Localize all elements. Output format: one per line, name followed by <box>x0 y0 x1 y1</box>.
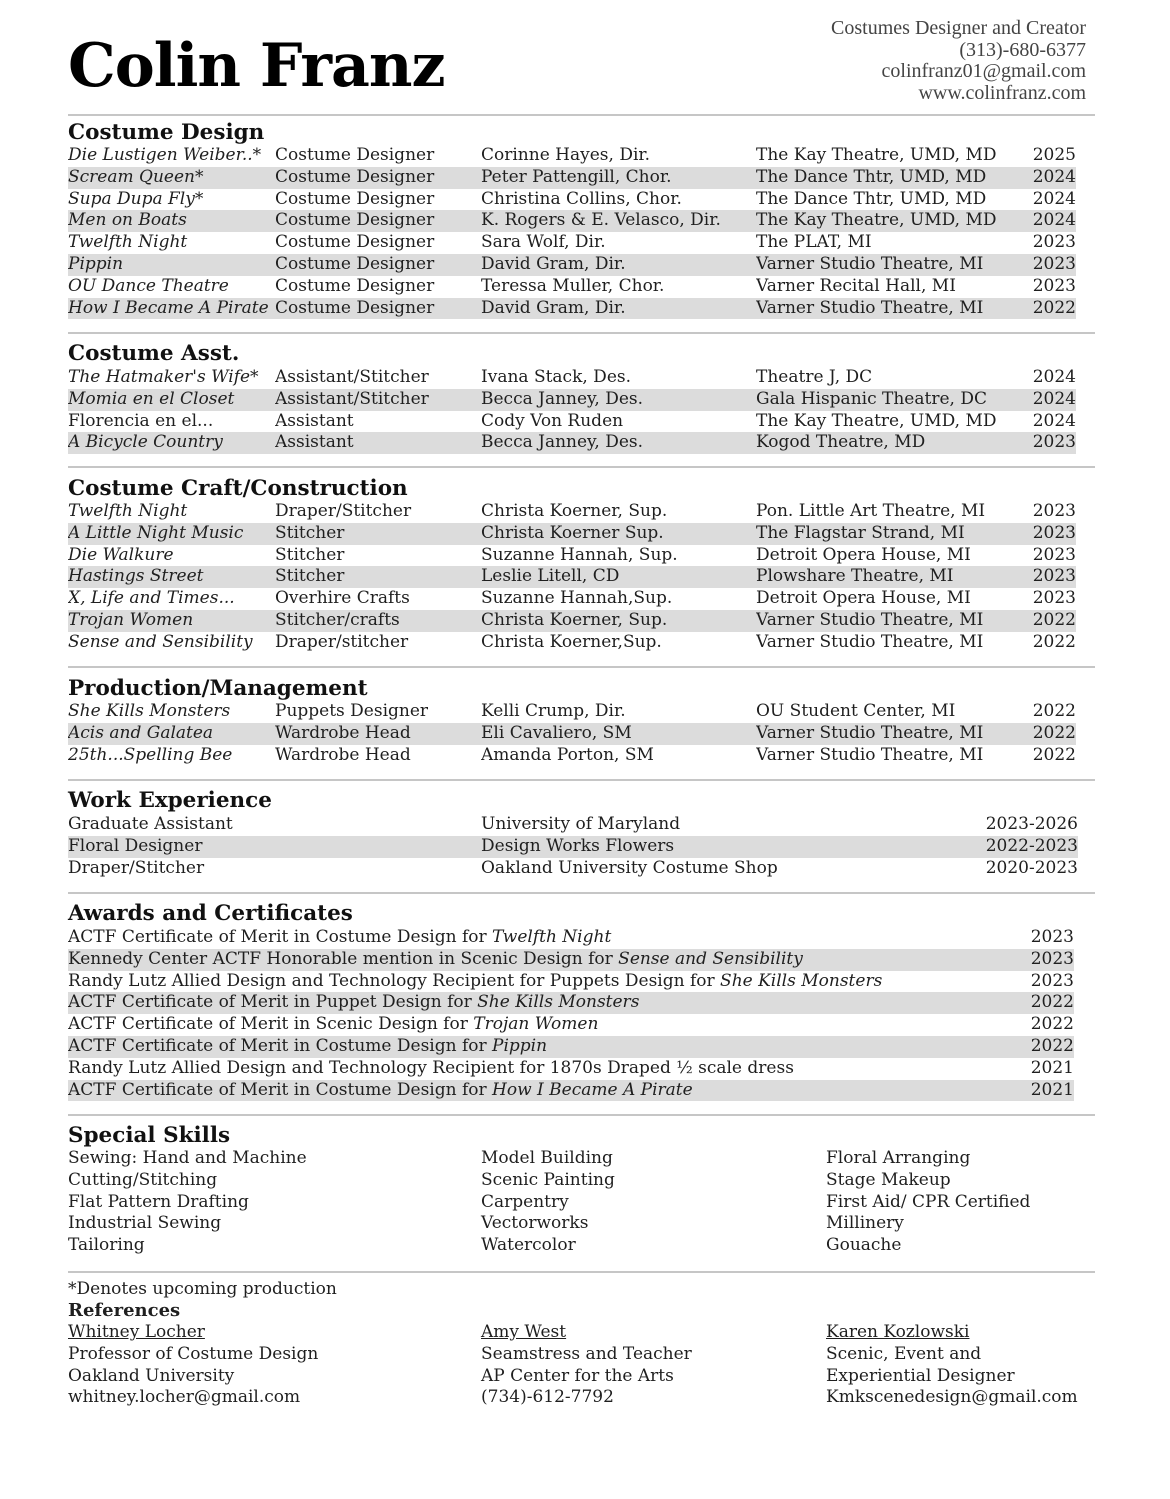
skill-item: Industrial Sewing <box>68 1213 222 1234</box>
role: Assistant <box>275 410 354 431</box>
reference-name: Amy West <box>481 1322 567 1342</box>
award-text: ACTF Certificate of Merit in Costume Design for Pippin <box>68 1035 548 1056</box>
year: 2024 <box>1032 367 1076 387</box>
reference-org: Experiential Designer <box>826 1365 1015 1386</box>
work-table <box>68 814 1078 879</box>
director: Becca Janney, Des. <box>481 432 644 453</box>
show-title: She Kills Monsters <box>68 701 231 721</box>
show-title: Twelfth Night <box>68 501 188 521</box>
award-text: Randy Lutz Allied Design and Technology Recipient for Puppets Design for She Kills Monsters <box>68 970 883 991</box>
section-title-awards: Awards and Certificates <box>68 901 353 926</box>
costume-design-table <box>68 145 1076 319</box>
table-row <box>68 1014 1074 1036</box>
employer: Oakland University Costume Shop <box>481 857 778 878</box>
show-title: Florencia en el... <box>68 410 214 431</box>
show-title: 25th...Spelling Bee <box>68 744 233 765</box>
supervisor: Christa Koerner Sup. <box>481 522 664 543</box>
skill-item: Stage Makeup <box>826 1169 951 1190</box>
show-title: Twelfth Night <box>68 232 188 253</box>
show-title: Acis and Galatea <box>68 722 214 743</box>
role: Assistant <box>275 432 354 453</box>
role: Wardrobe Head <box>275 722 411 743</box>
year: 2022 <box>1030 1014 1074 1035</box>
role: Costume Designer <box>275 210 435 231</box>
award-text: ACTF Certificate of Merit in Costume Design for Twelfth Night <box>68 927 612 947</box>
references-title: References <box>68 1300 181 1321</box>
reference-contact: (734)-612-7792 <box>481 1387 614 1408</box>
role: Stitcher/crafts <box>275 609 400 630</box>
venue: Varner Studio Theatre, MI <box>756 744 984 765</box>
divider <box>68 779 1095 781</box>
role: Draper/stitcher <box>275 631 409 652</box>
role: Stitcher <box>275 544 345 565</box>
venue: Varner Studio Theatre, MI <box>756 297 984 318</box>
show-title: A Bicycle Country <box>68 432 223 453</box>
show-title: OU Dance Theatre <box>68 275 229 296</box>
show-title: The Hatmaker's Wife* <box>68 367 259 387</box>
table-row <box>68 971 1074 993</box>
skills-column <box>68 1148 307 1257</box>
venue: Detroit Opera House, MI <box>756 544 971 565</box>
reference-org: Oakland University <box>68 1365 235 1386</box>
venue: Theatre J, DC <box>756 367 873 387</box>
table-row <box>68 1080 1074 1102</box>
table-row <box>68 276 1076 298</box>
director: K. Rogers & E. Velasco, Dir. <box>481 210 721 231</box>
director: Corinne Hayes, Dir. <box>481 145 651 165</box>
year: 2023 <box>1032 253 1076 274</box>
contact-block <box>831 18 1086 104</box>
skill-item: Scenic Painting <box>481 1169 615 1190</box>
table-row <box>68 927 1074 949</box>
table-row <box>68 167 1076 189</box>
production-table <box>68 701 1076 766</box>
venue: Varner Studio Theatre, MI <box>756 609 984 630</box>
section-title-work: Work Experience <box>68 788 272 813</box>
supervisor: Christa Koerner,Sup. <box>481 631 662 652</box>
table-row <box>68 411 1076 433</box>
skill-item: Gouache <box>826 1235 902 1256</box>
role: Costume Designer <box>275 232 435 253</box>
show-title: Sense and Sensibility <box>68 631 253 652</box>
show-title: How I Became A Pirate <box>68 297 269 318</box>
table-row <box>68 1058 1074 1080</box>
director: Becca Janney, Des. <box>481 388 644 409</box>
website: www.colinfranz.com <box>918 81 1086 104</box>
year: 2023 <box>1032 501 1076 521</box>
supervisor: Leslie Litell, CD <box>481 566 620 587</box>
skill-item: Millinery <box>826 1213 904 1234</box>
role: Stitcher <box>275 566 345 587</box>
years: 2023-2026 <box>985 814 1078 834</box>
costume-asst-table <box>68 367 1076 454</box>
job-role: Graduate Assistant <box>68 814 233 834</box>
venue: Kogod Theatre, MD <box>756 432 926 453</box>
show-title: A Little Night Music <box>68 522 244 543</box>
show-title: Pippin <box>68 253 124 274</box>
year: 2023 <box>1032 432 1076 453</box>
year: 2022 <box>1032 744 1076 765</box>
divider <box>68 1271 1095 1273</box>
years: 2022-2023 <box>985 835 1078 856</box>
venue: Plowshare Theatre, MI <box>756 566 954 587</box>
table-row <box>68 610 1076 632</box>
venue: The Kay Theatre, UMD, MD <box>756 410 997 431</box>
award-text: ACTF Certificate of Merit in Scenic Design for Trojan Women <box>68 1014 599 1035</box>
director: Ivana Stack, Des. <box>481 367 632 387</box>
table-row <box>68 298 1076 320</box>
show-title: Die Lustigen Weiber..* <box>68 145 262 165</box>
table-row <box>68 432 1076 454</box>
role: Wardrobe Head <box>275 744 411 765</box>
role: Assistant/Stitcher <box>275 367 429 387</box>
year: 2024 <box>1032 210 1076 231</box>
role: Costume Designer <box>275 188 435 209</box>
table-row <box>68 701 1076 723</box>
venue: Varner Studio Theatre, MI <box>756 722 984 743</box>
section-title-skills: Special Skills <box>68 1123 231 1148</box>
director: Eli Cavaliero, SM <box>481 722 632 743</box>
year: 2023 <box>1032 588 1076 609</box>
award-text: Kennedy Center ACTF Honorable mention in Scenic Design for Sense and Sensibility <box>68 948 803 969</box>
year: 2025 <box>1032 145 1076 165</box>
show-title: Trojan Women <box>68 609 194 630</box>
show-title: Hastings Street <box>68 566 204 587</box>
skill-item: Watercolor <box>481 1235 576 1256</box>
director: Cody Von Ruden <box>481 410 624 431</box>
year: 2022 <box>1030 1035 1074 1056</box>
role: Draper/Stitcher <box>275 501 412 521</box>
director: Amanda Porton, SM <box>481 744 654 765</box>
role: Overhire Crafts <box>275 588 410 609</box>
supervisor: Suzanne Hannah, Sup. <box>481 544 678 565</box>
table-row <box>68 545 1076 567</box>
reference-title: Professor of Costume Design <box>68 1343 319 1364</box>
reference-contact: whitney.locher@gmail.com <box>68 1387 301 1408</box>
skills-grid <box>68 1148 1078 1260</box>
table-row <box>68 1036 1074 1058</box>
table-row <box>68 858 1078 880</box>
show-title: Supa Dupa Fly* <box>68 188 204 209</box>
divider <box>68 892 1095 894</box>
divider <box>68 1114 1095 1116</box>
show-title: Die Walkure <box>68 544 174 565</box>
skill-item: Floral Arranging <box>826 1148 971 1168</box>
venue: The PLAT, MI <box>756 232 872 253</box>
role: Costume Designer <box>275 297 435 318</box>
table-row <box>68 145 1076 167</box>
table-row <box>68 723 1076 745</box>
year: 2021 <box>1030 1057 1074 1078</box>
director: Christina Collins, Chor. <box>481 188 682 209</box>
table-row <box>68 254 1076 276</box>
director: Teressa Muller, Chor. <box>481 275 665 296</box>
divider <box>68 666 1095 668</box>
venue: OU Student Center, MI <box>756 701 956 721</box>
year: 2021 <box>1030 1079 1074 1100</box>
table-row <box>68 745 1076 767</box>
table-row <box>68 632 1076 654</box>
table-row <box>68 992 1074 1014</box>
role: Assistant/Stitcher <box>275 388 429 409</box>
venue: Varner Recital Hall, MI <box>756 275 956 296</box>
skill-item: Model Building <box>481 1148 613 1168</box>
year: 2024 <box>1032 166 1076 187</box>
supervisor: Christa Koerner, Sup. <box>481 609 668 630</box>
role: Stitcher <box>275 522 345 543</box>
director: Peter Pattengill, Chor. <box>481 166 672 187</box>
role: Costume Designer <box>275 275 435 296</box>
year: 2023 <box>1032 566 1076 587</box>
divider <box>68 114 1095 116</box>
skill-item: Vectorworks <box>481 1213 589 1234</box>
venue: Varner Studio Theatre, MI <box>756 631 984 652</box>
skill-item: Carpentry <box>481 1191 569 1212</box>
award-text: Randy Lutz Allied Design and Technology Recipient for 1870s Draped ½ scale dress <box>68 1057 794 1078</box>
table-row <box>68 210 1076 232</box>
role: Costume Designer <box>275 253 435 274</box>
award-text: ACTF Certificate of Merit in Puppet Design for She Kills Monsters <box>68 992 640 1013</box>
skills-column <box>826 1148 1030 1257</box>
employer: University of Maryland <box>481 814 681 834</box>
table-row <box>68 523 1076 545</box>
skill-item: Flat Pattern Drafting <box>68 1191 249 1212</box>
director: Kelli Crump, Dir. <box>481 701 626 721</box>
year: 2023 <box>1030 927 1074 947</box>
year: 2024 <box>1032 410 1076 431</box>
skills-column <box>481 1148 615 1257</box>
divider <box>68 332 1095 334</box>
section-title-costume-design: Costume Design <box>68 120 265 145</box>
job-role: Draper/Stitcher <box>68 857 205 878</box>
craft-table <box>68 501 1076 654</box>
section-title-craft: Costume Craft/Construction <box>68 476 408 501</box>
year: 2023 <box>1032 522 1076 543</box>
awards-table <box>68 927 1074 1101</box>
reference-contact: Kmkscenedesign@gmail.com <box>826 1387 1078 1408</box>
year: 2022 <box>1032 701 1076 721</box>
venue: Detroit Opera House, MI <box>756 588 971 609</box>
venue: The Kay Theatre, UMD, MD <box>756 145 997 165</box>
venue: Gala Hispanic Theatre, DC <box>756 388 987 409</box>
year: 2024 <box>1032 188 1076 209</box>
reference-title: Scenic, Event and <box>826 1343 982 1364</box>
section-title-costume-asst: Costume Asst. <box>68 341 240 366</box>
year: 2022 <box>1032 297 1076 318</box>
year: 2023 <box>1032 275 1076 296</box>
year: 2023 <box>1030 948 1074 969</box>
table-row <box>68 501 1076 523</box>
years: 2020-2023 <box>985 857 1078 878</box>
year: 2023 <box>1030 970 1074 991</box>
reference-org: AP Center for the Arts <box>481 1365 674 1386</box>
table-row <box>68 367 1076 389</box>
reference <box>68 1322 318 1409</box>
reference-name: Karen Kozlowski <box>826 1322 970 1342</box>
year: 2022 <box>1032 609 1076 630</box>
venue: The Flagstar Strand, MI <box>756 522 965 543</box>
reference <box>826 1322 1078 1409</box>
skill-item: Sewing: Hand and Machine <box>68 1148 307 1168</box>
supervisor: Christa Koerner, Sup. <box>481 501 668 521</box>
skill-item: First Aid/ CPR Certified <box>826 1191 1031 1212</box>
tagline: Costumes Designer and Creator <box>831 17 1086 39</box>
director: David Gram, Dir. <box>481 253 626 274</box>
year: 2022 <box>1032 722 1076 743</box>
venue: The Kay Theatre, UMD, MD <box>756 210 997 231</box>
table-row <box>68 814 1078 836</box>
year: 2022 <box>1030 992 1074 1013</box>
year: 2023 <box>1032 232 1076 253</box>
role: Puppets Designer <box>275 701 429 721</box>
role: Costume Designer <box>275 145 435 165</box>
reference <box>481 1322 692 1409</box>
award-text: ACTF Certificate of Merit in Costume Design for How I Became A Pirate <box>68 1079 693 1100</box>
show-title: Men on Boats <box>68 210 187 231</box>
venue: Varner Studio Theatre, MI <box>756 253 984 274</box>
table-row <box>68 949 1074 971</box>
venue: The Dance Thtr, UMD, MD <box>756 166 987 187</box>
job-role: Floral Designer <box>68 835 203 856</box>
venue: Pon. Little Art Theatre, MI <box>756 501 986 521</box>
show-title: Scream Queen* <box>68 166 204 187</box>
table-row <box>68 588 1076 610</box>
employer: Design Works Flowers <box>481 835 675 856</box>
year: 2024 <box>1032 388 1076 409</box>
candidate-name: Colin Franz <box>68 31 445 101</box>
table-row <box>68 566 1076 588</box>
table-row <box>68 189 1076 211</box>
show-title: X, Life and Times... <box>68 588 235 609</box>
upcoming-note: *Denotes upcoming production <box>68 1279 337 1299</box>
table-row <box>68 836 1078 858</box>
year: 2023 <box>1032 544 1076 565</box>
table-row <box>68 232 1076 254</box>
divider <box>68 466 1095 468</box>
show-title: Momia en el Closet <box>68 388 235 409</box>
phone: (313)-680-6377 <box>959 38 1086 61</box>
director: Sara Wolf, Dir. <box>481 232 606 253</box>
email: colinfranz01@gmail.com <box>881 60 1086 82</box>
role: Costume Designer <box>275 166 435 187</box>
section-title-production: Production/Management <box>68 676 368 701</box>
reference-title: Seamstress and Teacher <box>481 1343 692 1364</box>
skill-item: Tailoring <box>68 1235 145 1256</box>
venue: The Dance Thtr, UMD, MD <box>756 188 987 209</box>
table-row <box>68 389 1076 411</box>
director: David Gram, Dir. <box>481 297 626 318</box>
supervisor: Suzanne Hannah,Sup. <box>481 588 673 609</box>
year: 2022 <box>1032 631 1076 652</box>
reference-name: Whitney Locher <box>68 1322 205 1342</box>
skill-item: Cutting/Stitching <box>68 1169 218 1190</box>
